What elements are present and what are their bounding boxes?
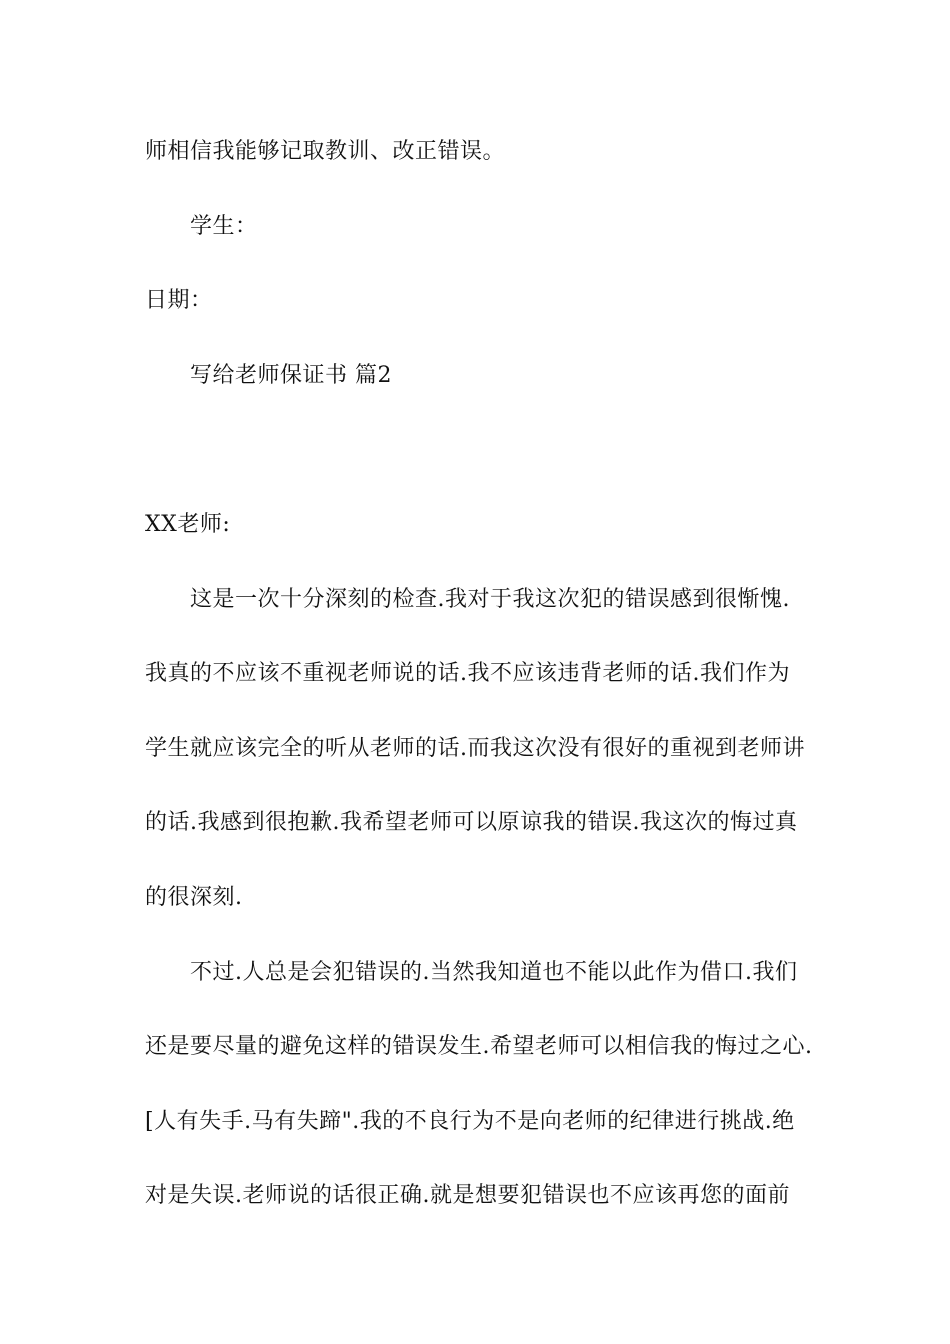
paragraph-1-line-1: 这是一次十分深刻的检查.我对于我这次犯的错误感到很惭愧. bbox=[190, 587, 790, 612]
paragraph-2-line-4: 对是失误.老师说的话很正确.就是想要犯错误也不应该再您的面前 bbox=[145, 1183, 790, 1208]
section-heading: 写给老师保证书 篇2 bbox=[190, 363, 392, 388]
paragraph-1-line-5: 的很深刻. bbox=[145, 885, 243, 910]
paragraph-2-line-1: 不过.人总是会犯错误的.当然我知道也不能以此作为借口.我们 bbox=[190, 960, 798, 985]
text-line-1: 师相信我能够记取教训、改正错误。 bbox=[145, 139, 506, 164]
paragraph-1-line-4: 的话.我感到很抱歉.我希望老师可以原谅我的错误.我这次的悔过真 bbox=[145, 810, 798, 835]
paragraph-1-line-2: 我真的不应该不重视老师说的话.我不应该违背老师的话.我们作为 bbox=[145, 661, 790, 686]
paragraph-1-line-3: 学生就应该完全的听从老师的话.而我这次没有很好的重视到老师讲 bbox=[145, 736, 805, 761]
salutation: XX老师: bbox=[145, 512, 231, 537]
signature-date-label: 日期： bbox=[145, 288, 213, 313]
paragraph-2-line-2: 还是要尽量的避免这样的错误发生.希望老师可以相信我的悔过之心. bbox=[145, 1034, 813, 1059]
paragraph-2-line-3: [人有失手.马有失蹄".我的不良行为不是向老师的纪律进行挑战.绝 bbox=[145, 1109, 795, 1134]
signature-student-label: 学生： bbox=[190, 214, 258, 239]
